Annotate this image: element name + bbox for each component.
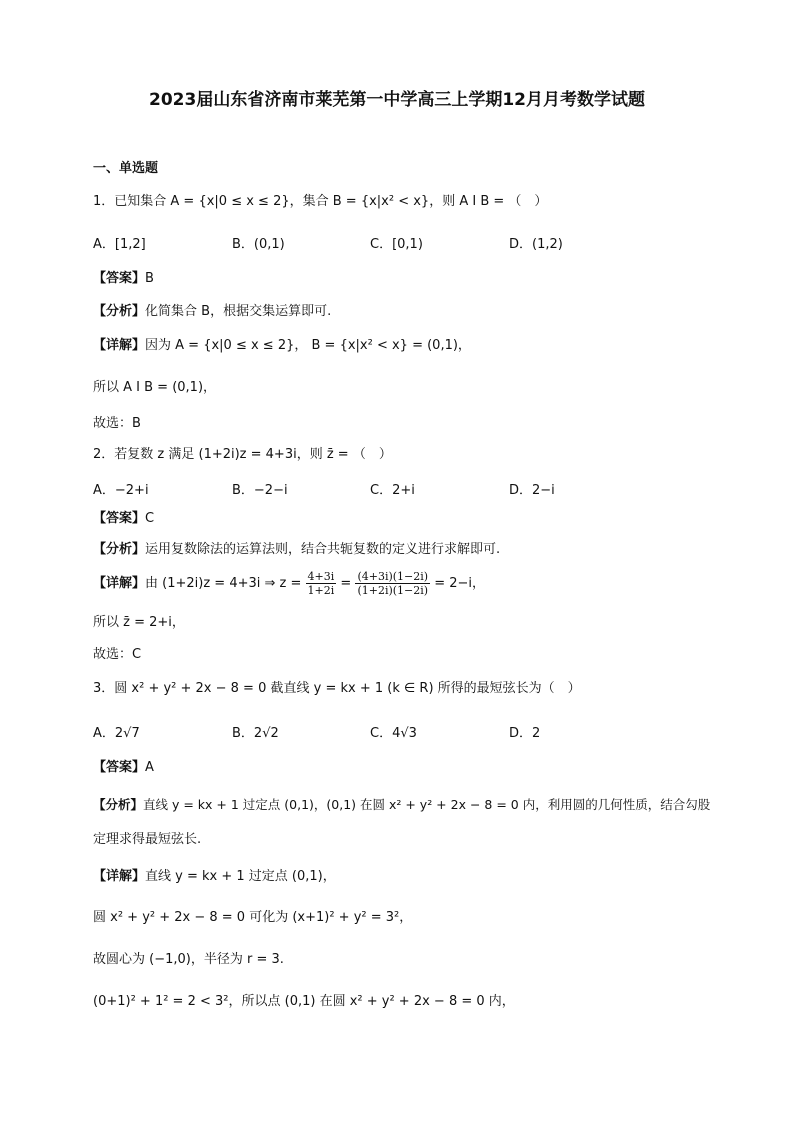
detail-text: 由 (1+2i)z = 4+3i ⇒ z = [145,576,302,591]
q3-answer [93,759,154,777]
fraction-2-denominator: (1+2i)(1−2i) [357,584,429,597]
q2-option-c: C．2+i [370,483,415,498]
detail-tag: 【详解】 [93,869,146,884]
q3-analysis-2: 定理求得最短弦长. [93,832,202,847]
q3-detail-4: (0+1)² + 1² = 2 < 3²，所以点 (0,1) 在圆 x² + y² + 2x − 8 = 0 内， [93,994,515,1009]
detail-text: 直线 y = kx + 1 过定点 (0,1)， [145,869,336,884]
fraction-1-denominator: 1+2i [307,584,335,597]
equals-sign: = [340,576,352,591]
section-heading: 一、单选题 [93,161,159,176]
q3-detail-3: 故圆心为 (−1,0)，半径为 r = 3. [93,952,284,967]
q2-detail [93,567,485,601]
fraction-2-numerator: (4+3i)(1−2i) [357,570,429,583]
q2-answer [93,510,154,528]
q3-detail [93,868,336,886]
q3-analysis [93,796,710,814]
detail-tag: 【详解】 [93,576,146,591]
fraction-2 [355,570,430,597]
analysis-tag: 【分析】 [93,304,146,319]
question-2-stem: 2．若复数 z 满足 (1+2i)z = 4+3i，则 z̄ = （ ） [93,447,392,462]
q3-option-d: D．2 [509,726,541,741]
q1-option-b: B．(0,1) [232,237,285,252]
detail-result: = 2−i， [434,576,486,591]
q2-option-d: D．2−i [509,483,555,498]
analysis-text: 运用复数除法的运算法则，结合共轭复数的定义进行求解即可. [145,542,501,557]
q1-answer [93,270,154,288]
q2-detail-2: 所以 z̄ = 2+i， [93,615,185,630]
q1-option-d: D．(1,2) [509,237,563,252]
answer-tag: 【答案】 [93,760,146,775]
q3-option-a: A．2√7 [93,726,140,741]
question-3-stem: 3．圆 x² + y² + 2x − 8 = 0 截直线 y = kx + 1 (k ∈ R) 所得的最短弦长为（ ） [93,681,581,696]
answer-tag: 【答案】 [93,511,146,526]
question-1-stem: 1．已知集合 A = {x|0 ≤ x ≤ 2}，集合 B = {x|x² < x}，则 A I B = （ ） [93,194,548,209]
answer-value: B [145,271,154,286]
detail-text: 因为 A = {x|0 ≤ x ≤ 2}， B = {x|x² < x} = (0,1)， [145,338,471,353]
q1-analysis [93,303,331,321]
analysis-tag: 【分析】 [93,797,144,812]
q2-conclusion: 故选：C [93,647,142,662]
q2-option-a: A．−2+i [93,483,149,498]
q1-detail-2: 所以 A I B = (0,1)， [93,380,217,395]
detail-tag: 【详解】 [93,338,146,353]
q1-conclusion: 故选：B [93,416,141,431]
q3-detail-2: 圆 x² + y² + 2x − 8 = 0 可化为 (x+1)² + y² = 3²， [93,910,413,925]
fraction-1 [306,570,337,597]
analysis-text: 直线 y = kx + 1 过定点 (0,1)，(0,1) 在圆 x² + y² + 2x − 8 = 0 内，利用圆的几何性质，结合勾股 [143,797,711,812]
analysis-tag: 【分析】 [93,542,146,557]
answer-value: C [145,511,155,526]
analysis-text: 化简集合 B，根据交集运算即可. [145,304,332,319]
q3-option-b: B．2√2 [232,726,279,741]
q1-detail [93,337,471,355]
q2-option-b: B．−2−i [232,483,288,498]
answer-tag: 【答案】 [93,271,146,286]
q1-option-a: A．[1,2] [93,237,146,252]
q3-option-c: C．4√3 [370,726,417,741]
answer-value: A [145,760,154,775]
page-title: 2023届山东省济南市莱芜第一中学高三上学期12月月考数学试题 [149,90,645,110]
fraction-1-numerator: 4+3i [307,570,335,583]
q2-analysis [93,541,500,559]
q1-option-c: C．[0,1) [370,237,423,252]
